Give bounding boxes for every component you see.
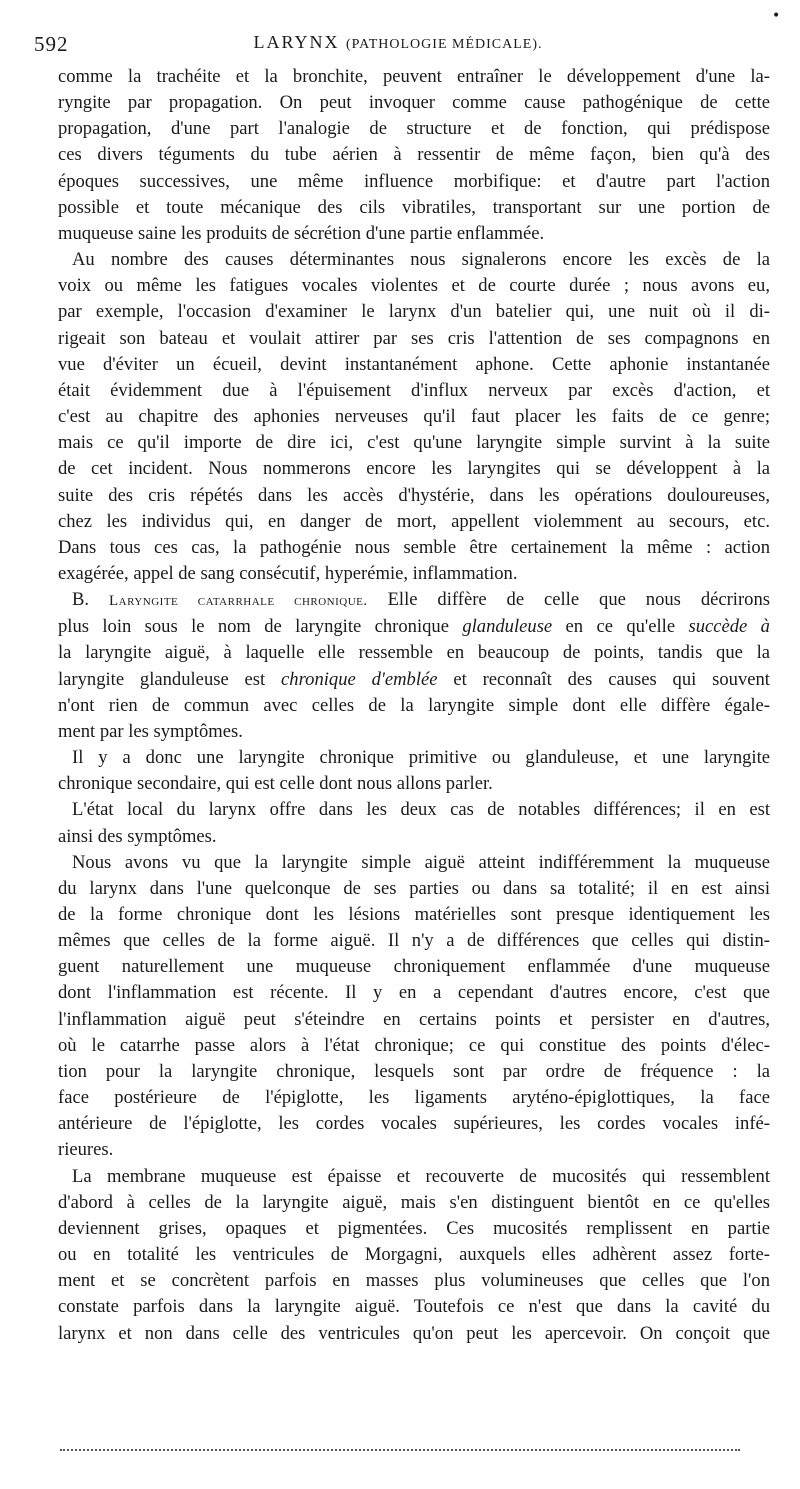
- text-line: vue d'éviter un écueil, devint instantanément aphone. Cette aphonie instantanée: [58, 353, 770, 375]
- text-fragment: n': [58, 694, 71, 716]
- text-fragment: et reconnaît des causes qui souvent: [453, 668, 770, 690]
- italic-term: chronique d'emblée: [281, 668, 438, 690]
- text-line: suite des cris répétés dans les accès d'hystérie, dans les opérations douloureuses,: [58, 484, 770, 506]
- text-fragment: Elle diffère de celle que nous décrirons: [387, 589, 770, 611]
- text-line: ment et se concrètent parfois en masses plus volumineuses que celles que l'on: [58, 1270, 770, 1292]
- text-line: Il y a donc une laryngite chronique primitive ou glanduleuse, et une laryngite: [72, 747, 770, 769]
- text-line: deviennent grises, opaques et pigmentées. Ces mucosités remplissent en partie: [58, 1217, 770, 1239]
- section-heading-line: [58, 587, 770, 614]
- text-line: dont l'inflammation est récente. Il y en a cependant d'autres encore, c'est que: [58, 982, 770, 1004]
- text-line: [58, 667, 770, 693]
- text-line: possible et toute mécanique des cils vibratiles, transportant sur une portion de: [58, 196, 770, 218]
- text-line: ainsi des symptômes.: [58, 825, 217, 847]
- text-line: chez les individus qui, en danger de mort, appellent violemment au secours, etc.: [58, 510, 770, 532]
- running-title: [28, 32, 768, 53]
- text-line: face postérieure de l'épiglotte, les ligaments aryténo-épiglottiques, la face: [58, 1087, 770, 1109]
- text-line: c'est au chapitre des aphonies nerveuses qu'il faut placer les faits de ce genre;: [58, 406, 770, 428]
- text-line: antérieure de l'épiglotte, les cordes vocales supérieures, les cordes vocales infé-: [58, 1113, 770, 1135]
- body-text: [58, 64, 770, 1347]
- text-line: rigeait son bateau et voulait attirer par ses cris l'attention de ses compagnons en: [58, 327, 770, 349]
- text-line: d'abord à celles de la laryngite aiguë, mais s'en distinguent bientôt en ce qu'elles: [58, 1191, 770, 1213]
- text-line: voix ou même les fatigues vocales violentes et de courte durée ; nous avons eu,: [58, 275, 770, 297]
- running-title-main: LARYNX: [253, 32, 340, 52]
- text-line: muqueuse saine les produits de sécrétion d'une partie enflammée.: [58, 222, 545, 244]
- text-line: la laryngite aiguë, à laquelle elle ressemble en beaucoup de points, tandis que la: [58, 642, 770, 664]
- text-fragment: laryngite glanduleuse est: [58, 668, 266, 690]
- running-header: [28, 28, 768, 58]
- text-line: exagérée, appel de sang consécutif, hyperémie, inflammation.: [58, 562, 518, 584]
- italic-term: glanduleuse: [462, 616, 553, 638]
- text-line: ment par les symptômes.: [58, 720, 243, 742]
- text-line: Nous avons vu que la laryngite simple aiguë atteint indifféremment la muqueuse: [72, 851, 770, 873]
- text-line: époques successives, une même influence morbifique: et d'autre part l'action: [58, 170, 770, 192]
- section-heading: Laryngite catarrhale chronique.: [108, 593, 368, 610]
- text-line: du larynx dans l'une quelconque de ses parties ou dans sa totalité; il en est ainsi: [58, 877, 770, 899]
- text-line: propagation, d'une part l'analogie de structure et de fonction, qui prédispose: [58, 118, 770, 140]
- text-line: ou en totalité les ventricules de Morgagni, auxquels elles adhèrent assez forte-: [58, 1244, 770, 1266]
- text-line: rieures.: [58, 1139, 114, 1161]
- text-line: l'inflammation aiguë peut s'éteindre en certains points et persister en d'autres,: [58, 1008, 770, 1030]
- text-line: [58, 693, 770, 719]
- text-line: par exemple, l'occasion d'examiner le larynx d'un batelier qui, une nuit où il di-: [58, 301, 770, 323]
- text-line: guent naturellement une muqueuse chroniquement enflammée d'une muqueuse: [58, 956, 770, 978]
- text-line: L'état local du larynx offre dans les deux cas de notables différences; il en est: [72, 799, 770, 821]
- text-line: était évidemment due à l'épuisement d'influx nerveux par excès d'action, et: [58, 379, 770, 401]
- text-fragment: ont rien de commun avec celles de la laryngite simple dont elle diffère égale-: [70, 694, 770, 716]
- text-line: constate parfois dans la laryngite aiguë. Toutefois ce n'est que dans la cavité du: [58, 1296, 770, 1318]
- italic-term: succède à: [688, 616, 770, 638]
- text-line: tion pour la laryngite chronique, lesquels sont par ordre de fréquence : la: [58, 1060, 770, 1082]
- text-line: larynx et non dans celle des ventricules qu'on peut les apercevoir. On conçoit que: [58, 1322, 770, 1344]
- text-fragment: plus loin sous le nom de laryngite chronique: [58, 616, 449, 638]
- text-line: mais ce qu'il importe de dire ici, c'est qu'une laryngite simple survint à la suite: [58, 432, 770, 454]
- text-line: [58, 614, 770, 640]
- text-line: ryngite par propagation. On peut invoquer comme cause pathogénique de cette: [58, 92, 770, 114]
- text-line: où le catarrhe passe alors à l'état chronique; ce qui constitue des points d'élec-: [58, 1034, 770, 1056]
- running-title-sub: (PATHOLOGIE MÉDICALE).: [346, 37, 543, 52]
- text-line: de la forme chronique dont les lésions matérielles sont presque identiquement les: [58, 904, 770, 925]
- section-label: B.: [72, 589, 90, 611]
- text-line: mêmes que celles de la forme aiguë. Il n'y a de différences que celles qui distin-: [58, 930, 770, 952]
- text-line: Au nombre des causes déterminantes nous signalerons encore les excès de la: [72, 249, 770, 271]
- text-line: Dans tous ces cas, la pathogénie nous semble être certainement la même : action: [58, 536, 770, 558]
- text-line: comme la trachéite et la bronchite, peuvent entraîner le développement d'une la-: [58, 66, 770, 87]
- text-fragment: en ce qu'elle: [565, 616, 676, 638]
- text-line: ces divers téguments du tube aérien à ressentir de même façon, bien qu'à des: [58, 144, 770, 166]
- page-number: 592: [34, 32, 69, 56]
- text-line: chronique secondaire, qui est celle dont nous allons parler.: [58, 773, 493, 795]
- text-line: La membrane muqueuse est épaisse et recouverte de mucosités qui ressemblent: [72, 1165, 770, 1187]
- text-line: de cet incident. Nous nommerons encore les laryngites qui se développent à la: [58, 458, 770, 480]
- footer-dotted-rule: [60, 1449, 740, 1451]
- corner-mark: •: [772, 8, 781, 24]
